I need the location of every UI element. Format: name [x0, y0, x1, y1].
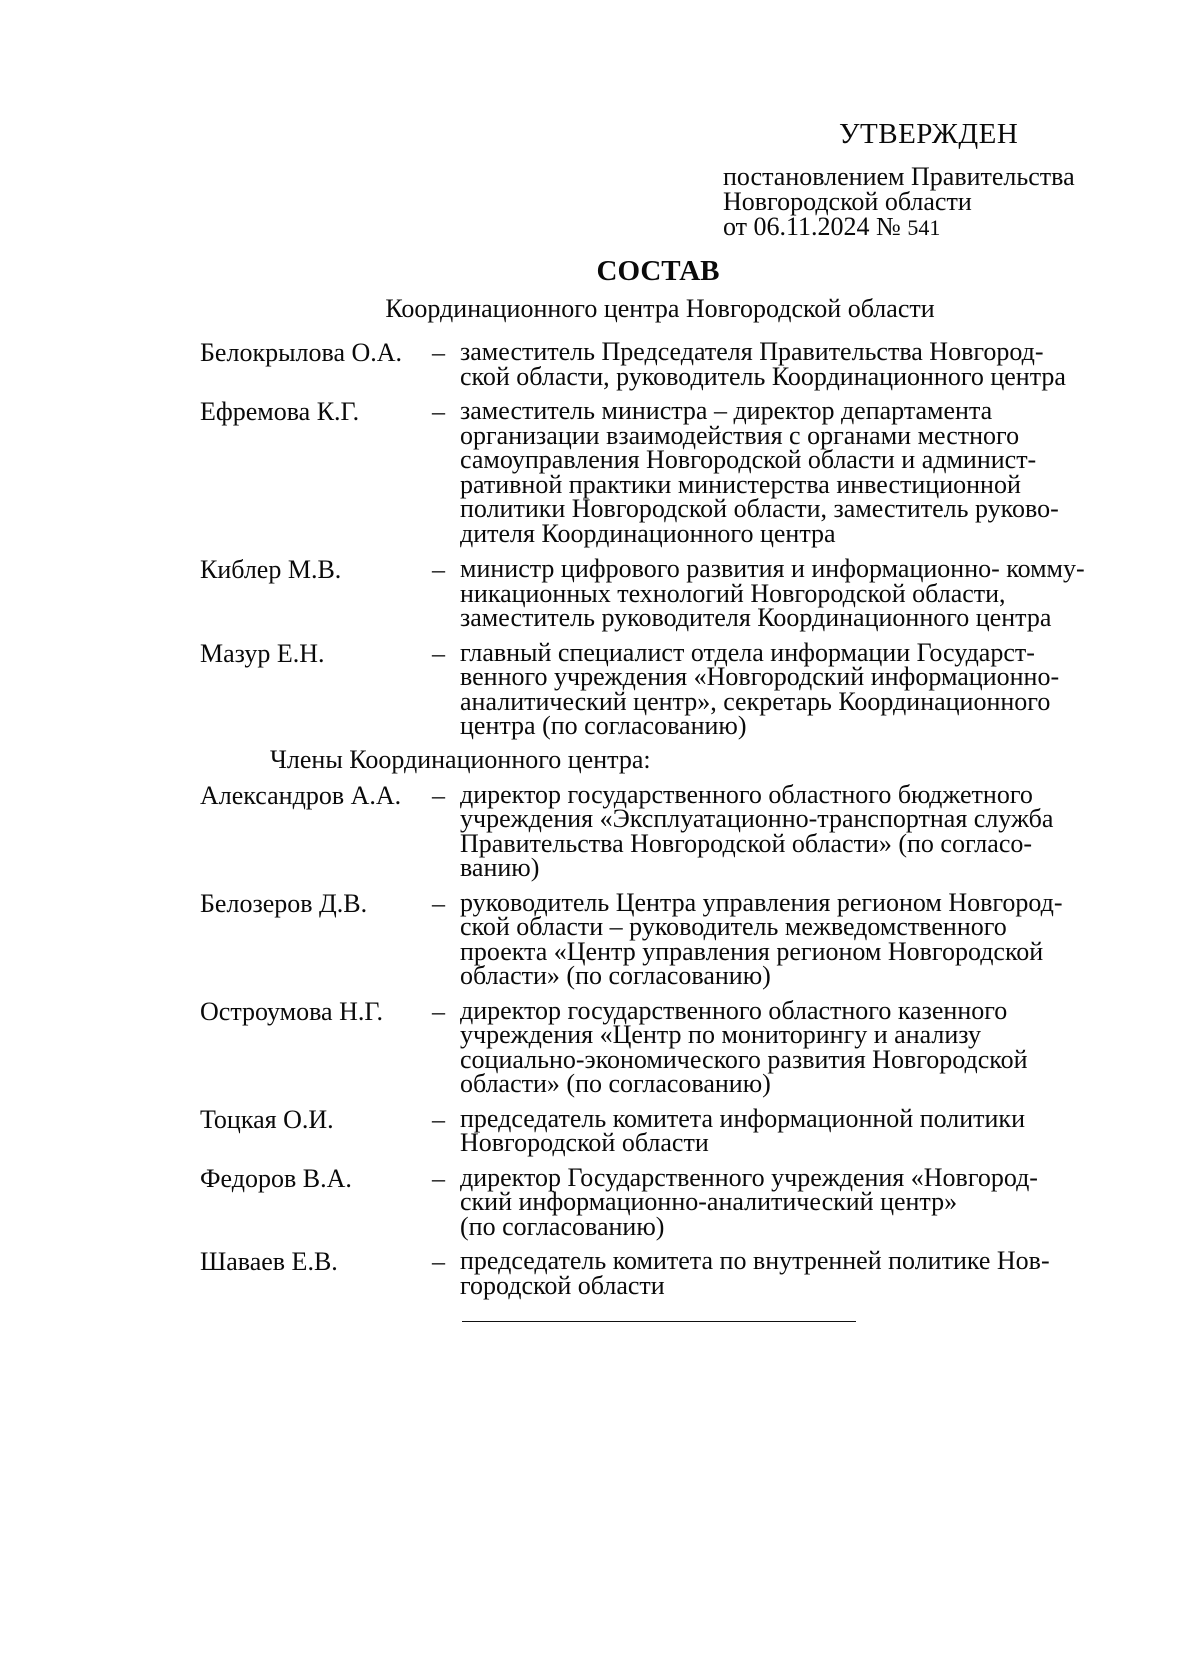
role-line: области» (по согласованию) — [460, 1069, 771, 1098]
member-role — [460, 554, 1130, 632]
member-role — [460, 995, 1130, 1098]
role-line: социально-экономического развития Новгородской — [460, 1044, 1028, 1074]
member-name: Киблер М.В. — [200, 555, 342, 584]
role-line: Правительства Новгородской области» (по согласо- — [460, 828, 1033, 858]
member-name: Федоров В.А. — [200, 1163, 352, 1193]
member-role — [460, 779, 1130, 882]
list-item — [200, 337, 1130, 391]
role-line: Новгородской области — [460, 1128, 709, 1157]
approval-date: от 06.11.2024 № — [723, 212, 908, 241]
list-item — [200, 1103, 1130, 1157]
role-line: проекта «Центр управления регионом Новгородской — [460, 936, 1044, 966]
member-name: Ефремова К.Г. — [200, 397, 360, 426]
list-item — [200, 637, 1130, 740]
member-role — [460, 337, 1130, 391]
dash: – — [432, 555, 445, 584]
list-item — [200, 1246, 1130, 1300]
approval-line-1: постановлением Правительства — [723, 162, 1075, 191]
document-title: СОСТАВ — [596, 255, 720, 287]
role-line: руководитель Центра управления регионом Новгород- — [460, 887, 1063, 917]
role-line: ративной практики министерства инвестиционной — [460, 469, 1021, 499]
dash: – — [432, 1163, 445, 1193]
role-line: директор Государственного учреждения «Новгород- — [460, 1162, 1038, 1192]
role-line: политики Новгородской области, заместитель руково- — [460, 494, 1059, 523]
member-role — [460, 887, 1130, 990]
list-item — [200, 554, 1130, 632]
role-line: самоуправления Новгородской области и админист- — [460, 445, 1037, 474]
members-heading: Члены Координационного центра: — [270, 744, 651, 774]
role-line: председатель комитета информационной политики — [460, 1103, 1025, 1133]
approval-line-2: Новгородской области — [723, 187, 972, 216]
document-subtitle: Координационного центра Новгородской области — [385, 294, 935, 323]
role-line: организации взаимодействия с органами местного — [460, 420, 1020, 450]
member-name: Александров А.А. — [200, 780, 402, 810]
role-line: главный специалист отдела информации Государст- — [460, 637, 1035, 667]
role-line: директор государственного областного казенного — [460, 995, 1008, 1025]
role-line: области» (по согласованию) — [460, 961, 771, 990]
member-role — [460, 1162, 1130, 1241]
composition-list — [200, 337, 1130, 1300]
role-line: ванию) — [460, 853, 540, 882]
member-name: Мазур Е.Н. — [200, 638, 325, 668]
role-line: ской области, руководитель Координационного центра — [460, 361, 1066, 391]
list-item — [200, 396, 1130, 548]
role-line: центра (по согласованию) — [460, 711, 747, 740]
role-line: учреждения «Центр по мониторингу и анализу — [460, 1020, 982, 1049]
member-name: Белокрылова О.А. — [200, 338, 403, 367]
role-line: никационных технологий Новгородской области, — [460, 578, 1006, 608]
approval-block — [723, 118, 1163, 240]
dash: – — [432, 888, 445, 918]
role-line: министр цифрового развития и информационно- комму- — [460, 554, 1085, 583]
role-line: ский информационно-аналитический центр» — [460, 1187, 958, 1216]
dash: – — [432, 780, 445, 810]
approval-stamp: УТВЕРЖДЕН — [839, 118, 1019, 150]
list-item — [200, 779, 1130, 882]
role-line: заместитель министра – директор департамента — [460, 396, 993, 425]
list-item — [200, 995, 1130, 1098]
member-name: Остроумова Н.Г. — [200, 996, 383, 1026]
approval-number: 541 — [907, 215, 941, 240]
list-item — [200, 887, 1130, 990]
role-line: аналитический центр», секретарь Координационного — [460, 686, 1051, 716]
role-line: городской области — [460, 1270, 665, 1300]
member-name: Белозеров Д.В. — [200, 888, 368, 918]
role-line: венного учреждения «Новгородский информационно- — [460, 662, 1060, 691]
dash: – — [432, 1247, 445, 1276]
member-role — [460, 1103, 1130, 1157]
approval-date-line — [723, 214, 1163, 240]
member-role — [460, 396, 1130, 548]
role-line: директор государственного областного бюджетного — [460, 779, 1033, 809]
closing-rule — [462, 1321, 856, 1322]
role-line: ской области – руководитель межведомственного — [460, 912, 1007, 941]
member-name: Шаваев Е.В. — [200, 1247, 338, 1276]
member-role — [460, 637, 1130, 740]
dash: – — [432, 996, 445, 1026]
role-line: заместитель руководителя Координационного центра — [460, 603, 1052, 632]
dash: – — [432, 338, 445, 367]
dash: – — [432, 638, 445, 668]
role-line: дителя Координационного центра — [460, 518, 836, 548]
list-item — [200, 1162, 1130, 1241]
role-line: председатель комитета по внутренней политике Нов- — [460, 1246, 1050, 1275]
dash: – — [432, 1104, 445, 1134]
member-role — [460, 1246, 1130, 1300]
role-line: учреждения «Эксплуатационно-транспортная служба — [460, 804, 1054, 833]
role-line: заместитель Председателя Правительства Новгород- — [460, 337, 1044, 366]
role-line: (по согласованию) — [460, 1211, 665, 1241]
dash: – — [432, 397, 445, 426]
member-name: Тоцкая О.И. — [200, 1104, 334, 1134]
